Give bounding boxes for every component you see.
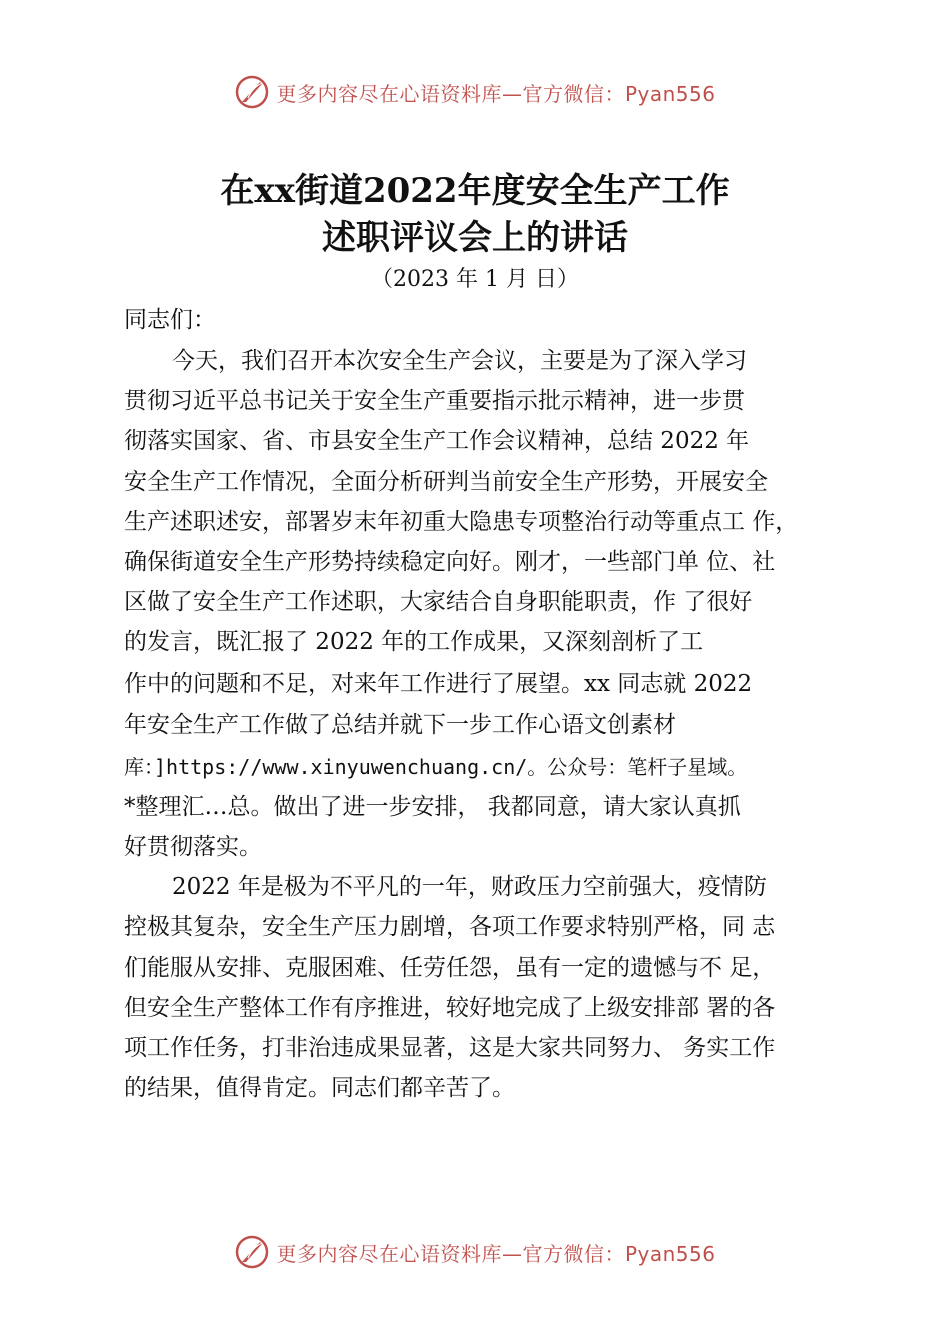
paragraph-line: 好贯彻落实。	[124, 834, 262, 860]
salutation: 同志们：	[124, 307, 216, 333]
paragraph-line-with-link: 库：]https://www.xinyuwenchuang.cn/。公众号：笔杆子星域。	[124, 755, 748, 779]
paragraph-line: *整理汇…总。做出了进一步安排， 我都同意，请大家认真抓	[124, 794, 741, 820]
paragraph-line: 控极其复杂，安全生产压力剧增，各项工作要求特别严格，同 志	[124, 914, 776, 940]
paragraph-line: 确保街道安全生产形势持续稳定向好。刚才，一些部门单 位、社	[124, 549, 776, 575]
page-title-line-1: 在xx街道2022年度安全生产工作	[220, 171, 730, 211]
footer-banner	[0, 1230, 950, 1274]
paragraph-line: 区做了安全生产工作述职，大家结合自身职能职责，作 了很好	[124, 589, 753, 615]
quill-logo-icon	[234, 1234, 270, 1270]
paragraph-line: 作中的问题和不足，对来年工作进行了展望。xx 同志就 2022	[124, 671, 753, 697]
paragraph-line: 今天，我们召开本次安全生产会议，主要是为了深入学习	[172, 348, 747, 374]
banner-text: 更多内容尽在心语资料库—官方微信：Pyan556	[276, 81, 716, 106]
page-title-line-2: 述职评议会上的讲话	[322, 218, 628, 258]
paragraph-line: 们能服从安排、克服困难、任劳任怨，虽有一定的遗憾与不 足，	[124, 955, 776, 981]
paragraph-line: 2022 年是极为不平凡的一年，财政压力空前强大，疫情防	[172, 874, 767, 900]
speech-date: （2023 年 1 月 日）	[371, 267, 579, 292]
paragraph-line: 年安全生产工作做了总结并就下一步工作心语文创素材	[124, 712, 676, 738]
paragraph-line: 的结果，值得肯定。同志们都辛苦了。	[124, 1075, 515, 1101]
paragraph-line: 彻落实国家、省、市县安全生产工作会议精神，总结 2022 年	[124, 428, 750, 454]
paragraph-line: 项工作任务，打非治违成果显著，这是大家共同努力、 务实工作	[124, 1035, 776, 1061]
paragraph-line: 安全生产工作情况，全面分析研判当前安全生产形势，开展安全	[124, 469, 768, 495]
quill-logo-icon	[234, 74, 270, 110]
banner-text: 更多内容尽在心语资料库—官方微信：Pyan556	[276, 1241, 716, 1266]
paragraph-line: 贯彻习近平总书记关于安全生产重要指示批示精神，进一步贯	[124, 388, 745, 414]
paragraph-line: 生产述职述安，部署岁末年初重大隐患专项整治行动等重点工 作，	[124, 509, 799, 535]
paragraph-line: 但安全生产整体工作有序推进，较好地完成了上级安排部 署的各	[124, 995, 776, 1021]
header-banner	[0, 70, 950, 114]
paragraph-line: 的发言，既汇报了 2022 年的工作成果，又深刻剖析了工	[124, 629, 704, 655]
